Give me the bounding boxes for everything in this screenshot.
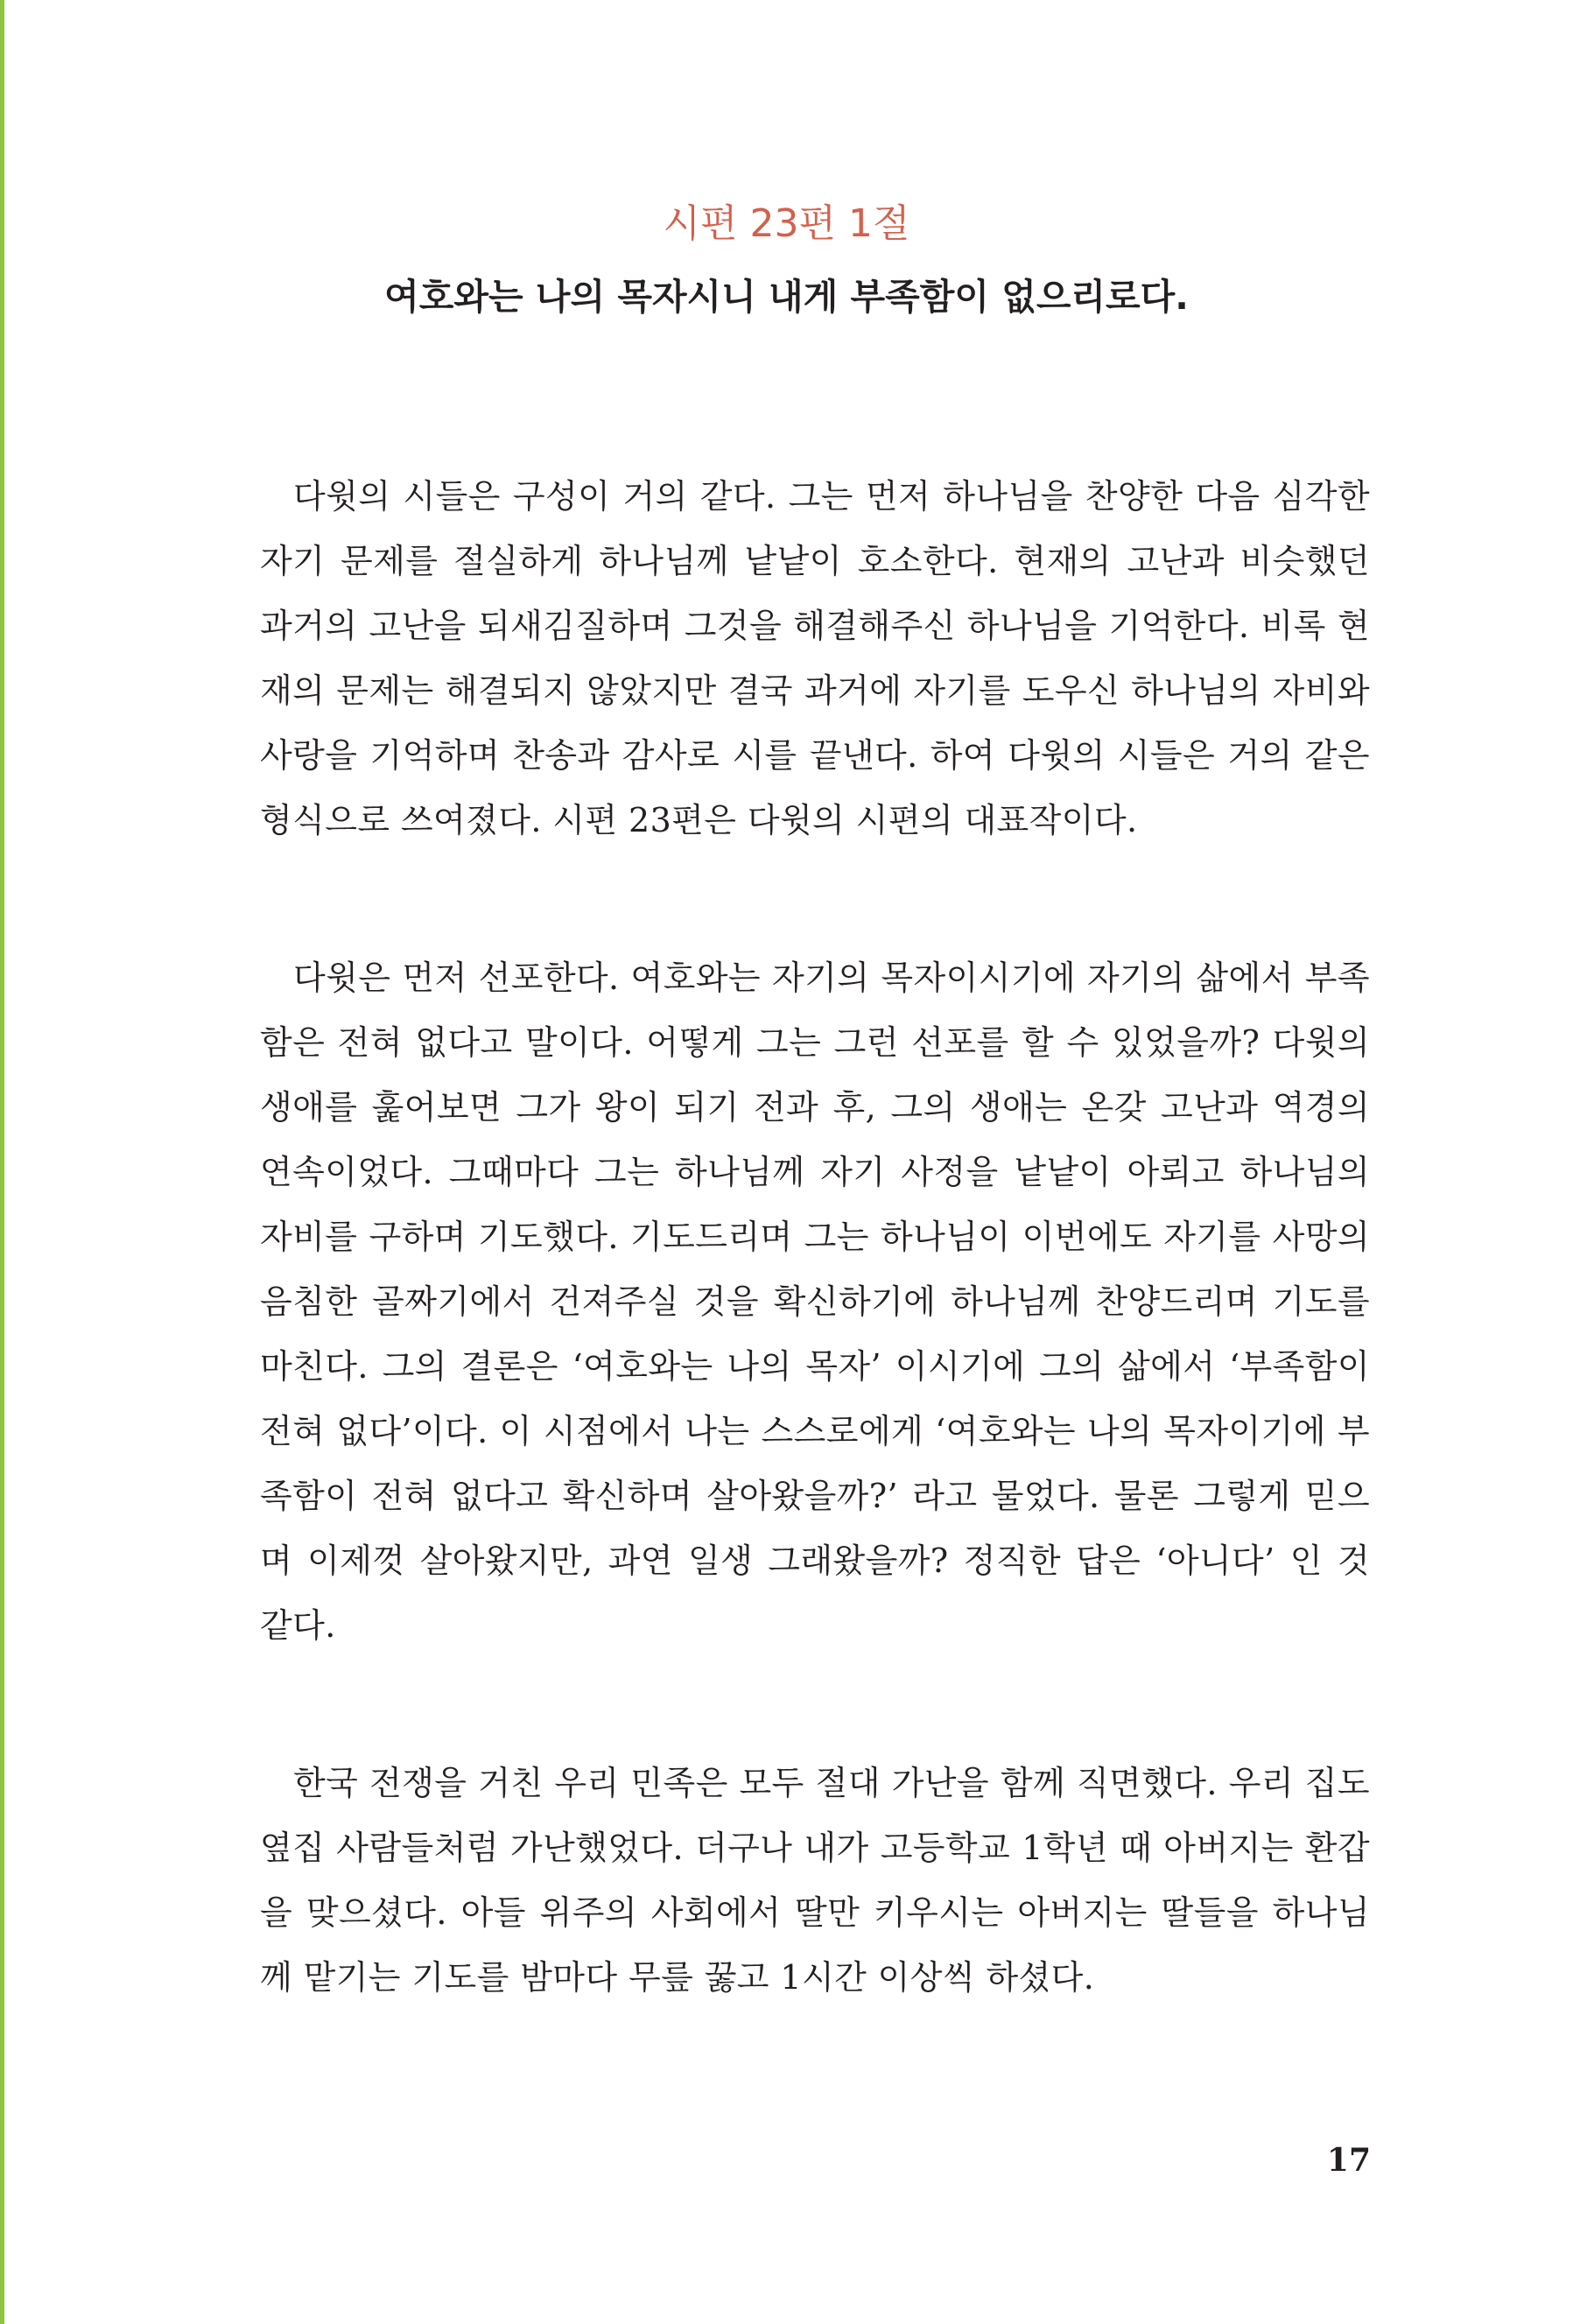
- paragraph-3: 한국 전쟁을 거친 우리 민족은 모두 절대 가난을 함께 직면했다. 우리 집도 옆집 사람들처럼 가난했었다. 더구나 내가 고등학교 1학년 때 아버지는 환갑을 맞으셨다. 아들 위주의 사회에서 딸만 키우시는 아버지는 딸들을 하나님께 맡기는 기도를 밤마다 무릎 꿇고 1시간 이상씩 하셨다.: [260, 1764, 1370, 1997]
- paragraph-1: 다윗의 시들은 구성이 거의 같다. 그는 먼저 하나님을 찬양한 다음 심각한 자기 문제를 절실하게 하나님께 낱낱이 호소한다. 현재의 고난과 비슷했던 과거의 고난을 되새김질하며 그것을 해결해주신 하나님을 기억한다. 비록 현재의 문제는 해결되지 않았지만 결국 과거에 자기를 도우신 하나님의 자비와 사랑을 기억하며 찬송과 감사로 시를 끝낸다. 하여 다윗의 시들은 거의 같은 형식으로 쓰여졌다. 시편 23편은 다윗의 시편의 대표작이다.: [260, 477, 1370, 839]
- paragraph-2: 다윗은 먼저 선포한다. 여호와는 자기의 목자이시기에 자기의 삶에서 부족함은 전혀 없다고 말이다. 어떻게 그는 그런 선포를 할 수 있었을까? 다윗의 생애를 훑어보면 그가 왕이 되기 전과 후, 그의 생애는 온갖 고난과 역경의 연속이었다. 그때마다 그는 하나님께 자기 사정을 낱낱이 아뢰고 하나님의 자비를 구하며 기도했다. 기도드리며 그는 하나님이 이번에도 자기를 사망의 음침한 골짜기에서 건져주실 것을 확신하기에 하나님께 찬양드리며 기도를 마친다. 그의 결론은 ‘여호와는 나의 목자’ 이시기에 그의 삶에서 ‘부족함이 전혀 없다’이다. 이 시점에서 나는 스스로에게 ‘여호와는 나의 목자이기에 부족함이 전혀 없다고 확신하며 살아왔을까?’ 라고 물었다. 물론 그렇게 믿으며 이제껏 살아왔지만, 과연 일생 그래왔을까? 정직한 답은 ‘아니다’ 인 것 같다.: [260, 958, 1370, 1645]
- verse-reference: 시편 23편 1절: [663, 201, 910, 246]
- verse-text: 여호와는 나의 목자시니 내게 부족함이 없으리로다.: [384, 276, 1189, 318]
- body-text: [260, 464, 1370, 2103]
- page-number: 17: [1326, 2142, 1371, 2179]
- page-edge-bar: [0, 0, 4, 2324]
